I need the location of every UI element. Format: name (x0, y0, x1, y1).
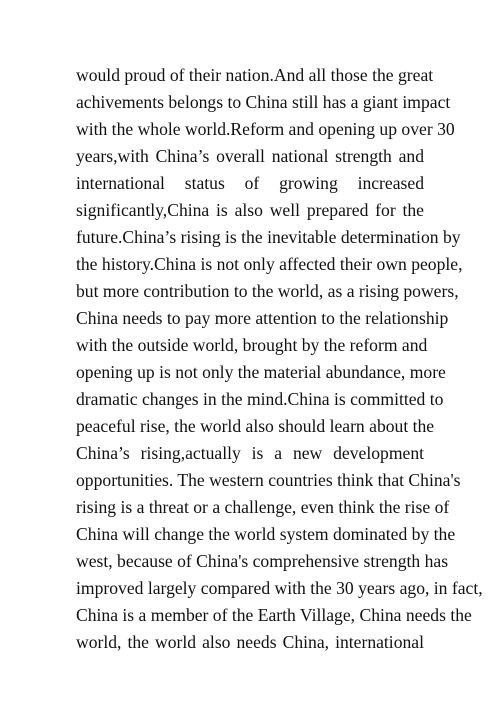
text-line: China’s rising,actually is a new development (76, 443, 424, 463)
body-paragraph (76, 62, 483, 656)
text-line: achivements belongs to China still has a giant impact (76, 92, 451, 112)
text-line: world, the world also needs China, international (76, 632, 424, 652)
text-line: rising is a threat or a challenge, even think the rise of (76, 497, 450, 517)
text-line: with the outside world, brought by the reform and (76, 335, 428, 355)
text-line: with the whole world.Reform and opening up over 30 (76, 119, 455, 139)
text-line: years,with China’s overall national strength and (76, 146, 424, 166)
text-line: opening up is not only the material abundance, more (76, 362, 446, 382)
text-line: dramatic changes in the mind.China is committed to (76, 389, 444, 409)
text-line: west, because of China's comprehensive strength has (76, 551, 449, 571)
text-line: the history.China is not only affected their own people, (76, 254, 463, 274)
text-line: future.China’s rising is the inevitable determination by (76, 227, 461, 247)
text-line: peaceful rise, the world also should learn about the (76, 416, 435, 436)
text-line: but more contribution to the world, as a rising powers, (76, 281, 459, 301)
text-line: international status of growing increased (76, 173, 424, 193)
text-line: significantly,China is also well prepared for the (76, 200, 424, 220)
text-line: improved largely compared with the 30 years ago, in fact, (76, 578, 483, 598)
text-line: China will change the world system dominated by the (76, 524, 456, 544)
text-line: would proud of their nation.And all those the great (76, 65, 434, 85)
text-line: China is a member of the Earth Village, China needs the (76, 605, 472, 625)
text-line: China needs to pay more attention to the relationship (76, 308, 449, 328)
text-line: opportunities. The western countries think that China's (76, 470, 461, 490)
